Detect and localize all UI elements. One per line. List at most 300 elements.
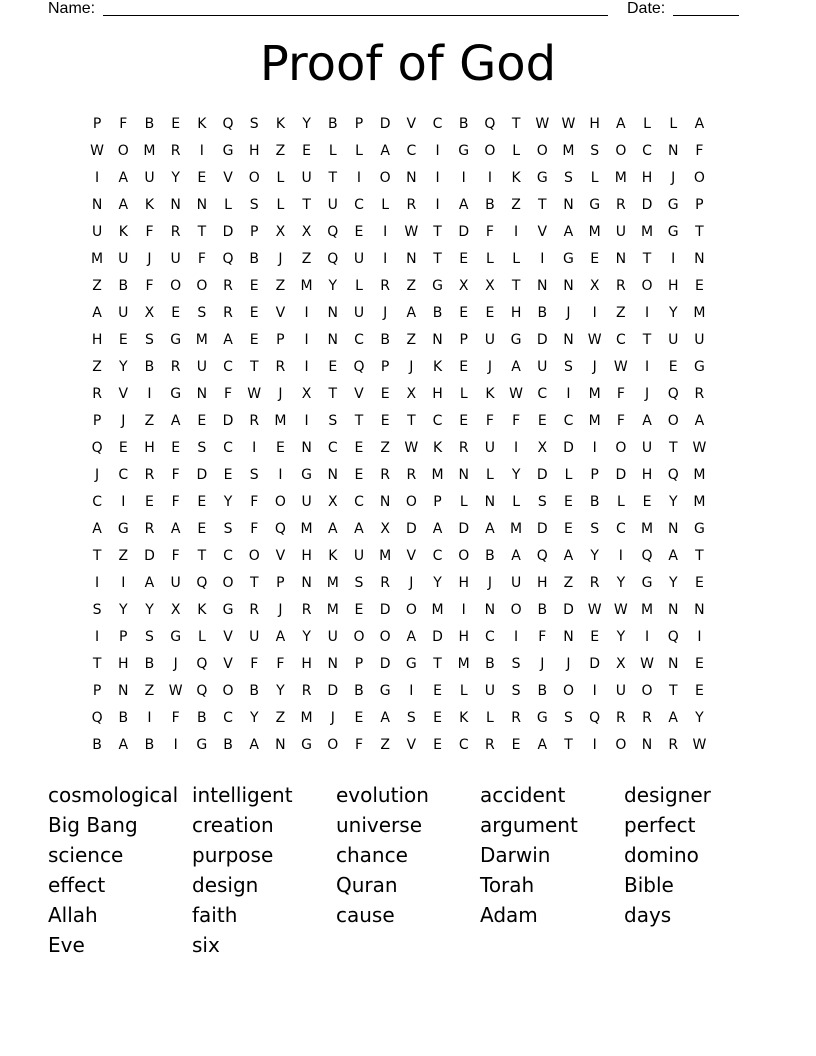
grid-letter: T [695,224,704,240]
grid-row [84,543,713,570]
grid-letter: W [587,332,602,348]
grid-letter: J [383,305,388,321]
grid-letter: E [564,494,573,510]
grid-letter: I [592,305,597,321]
grid-letter: I [304,359,309,375]
grid-letter: N [327,305,339,321]
grid-letter: P [276,575,285,591]
grid-letter: N [327,656,339,672]
grid-letter: O [353,629,365,645]
grid-letter: R [589,575,600,591]
grid-letter: J [409,359,414,375]
grid-letter: F [250,656,259,672]
grid-letter: I [487,170,492,186]
grid-letter: L [381,197,390,213]
grid-letter: E [459,359,469,375]
grid-letter: I [644,305,650,321]
grid-letter: M [195,332,208,348]
grid-letter: I [304,413,309,429]
grid-row [84,732,713,759]
grid-letter: A [275,629,286,645]
grid-row [84,516,713,543]
grid-letter: A [170,413,181,429]
grid-letter: U [641,440,653,456]
word-list-item: perfect [624,813,696,837]
grid-letter: Y [590,548,599,564]
grid-letter: D [222,224,234,240]
grid-letter: E [380,386,390,402]
grid-row [84,354,713,381]
grid-letter: D [405,521,417,537]
grid-letter: J [278,602,283,618]
grid-letter: N [118,683,129,699]
grid-letter: T [328,170,338,186]
grid-letter: B [485,197,495,213]
grid-letter: H [458,629,469,645]
grid-letter: M [640,602,654,618]
page-title: Proof of God [259,36,557,92]
grid-letter: F [171,494,180,510]
grid-letter: M [562,143,575,159]
grid-row [84,192,713,219]
grid-letter: H [641,467,653,483]
grid-letter: E [433,710,442,726]
grid-letter: F [276,656,285,672]
grid-letter: J [487,575,492,591]
grid-letter: D [458,224,470,240]
grid-letter: K [459,710,469,726]
grid-letter: S [564,359,573,375]
grid-letter: D [615,467,627,483]
grid-letter: T [249,575,259,591]
grid-row [84,624,713,651]
grid-letter: C [354,494,364,510]
grid-letter: A [118,737,129,753]
grid-letter: I [644,359,650,375]
date-label: Date: [627,0,666,17]
grid-letter: Q [641,548,653,564]
grid-letter: N [563,278,574,294]
grid-letter: W [692,737,707,753]
grid-letter: I [644,629,650,645]
grid-letter: F [616,386,625,402]
grid-letter: E [145,494,154,510]
grid-letter: G [510,332,522,348]
grid-letter: R [144,467,155,483]
grid-letter: O [641,278,653,294]
grid-letter: M [300,710,313,726]
grid-letter: T [668,440,678,456]
grid-letter: H [641,170,653,186]
grid-letter: S [197,440,207,456]
grid-letter: Y [171,170,180,186]
grid-letter: B [380,332,390,348]
grid-row [84,138,713,165]
grid-letter: N [170,197,181,213]
grid-letter: Y [302,629,311,645]
grid-letter: O [667,413,679,429]
grid-letter: N [667,602,679,618]
grid-letter: R [275,359,286,375]
grid-letter: Y [328,278,338,294]
grid-letter: S [511,656,521,672]
grid-letter: N [537,278,548,294]
grid-letter: G [589,197,601,213]
grid-letter: M [91,251,104,267]
grid-letter: L [643,116,651,132]
grid-letter: I [697,629,702,645]
grid-letter: X [485,278,495,294]
grid-letter: B [327,116,338,132]
grid-letter: B [354,683,364,699]
grid-letter: C [485,629,495,645]
grid-letter: A [380,710,390,726]
grid-letter: K [485,386,495,402]
grid-letter: I [147,386,152,402]
grid-letter: E [328,359,338,375]
grid-letter: Q [196,656,208,672]
grid-letter: B [197,710,207,726]
word-list-item: accident [480,783,566,807]
grid-letter: R [301,683,312,699]
grid-letter: V [354,386,364,402]
grid-row [84,597,713,624]
grid-letter: T [197,548,207,564]
grid-letter: P [459,332,468,348]
grid-letter: T [511,116,521,132]
grid-letter: Z [616,305,626,321]
grid-letter: L [197,629,206,645]
grid-letter: U [353,305,365,321]
grid-letter: D [379,116,391,132]
grid-letter: R [92,386,102,402]
grid-letter: M [326,602,339,618]
grid-letter: M [693,494,706,510]
grid-letter: U [249,629,260,645]
grid-letter: O [405,602,417,618]
grid-letter: A [563,548,574,564]
grid-letter: I [618,548,623,564]
grid-letter: Y [145,602,154,618]
grid-letter: K [118,224,128,240]
grid-letter: Z [301,251,312,267]
grid-letter: Z [275,278,286,294]
word-list-item: Torah [480,873,535,897]
grid-letter: K [511,170,521,186]
grid-letter: I [95,629,100,645]
grid-letter: E [354,602,364,618]
grid-letter: C [432,413,443,429]
grid-row [84,381,713,408]
grid-letter: U [91,224,103,240]
grid-letter: O [536,143,548,159]
grid-letter: L [512,251,520,267]
grid-letter: B [144,737,155,753]
grid-letter: B [144,116,155,132]
grid-letter: R [223,278,233,294]
grid-letter: X [327,494,338,510]
grid-letter: X [275,224,286,240]
grid-letter: J [566,305,571,321]
grid-letter: N [563,197,574,213]
grid-letter: F [119,116,128,132]
grid-letter: M [143,143,156,159]
word-list-item: design [192,873,259,897]
grid-letter: A [432,521,443,537]
grid-letter: A [380,143,390,159]
grid-letter: D [641,197,653,213]
grid-letter: U [537,359,548,375]
grid-letter: H [118,656,129,672]
grid-letter: R [458,440,469,456]
grid-letter: B [537,602,548,618]
grid-letter: E [564,521,573,537]
grid-row [84,705,713,732]
grid-letter: G [405,656,417,672]
grid-letter: E [590,251,600,267]
grid-letter: T [302,197,311,213]
grid-letter: R [615,710,626,726]
grid-letter: Y [276,683,285,699]
grid-letter: Q [353,359,365,375]
word-list-item: Bible [624,873,674,897]
grid-letter: W [613,602,628,618]
grid-letter: P [92,116,102,132]
grid-letter: N [301,575,312,591]
grid-letter: A [170,521,181,537]
grid-letter: U [118,251,129,267]
word-list-item: Darwin [480,843,551,867]
date-field[interactable] [673,0,739,16]
grid-letter: A [458,197,469,213]
grid-letter: J [540,656,545,672]
grid-letter: D [144,548,155,564]
grid-letter: D [432,629,443,645]
grid-letter: M [693,305,706,321]
grid-letter: I [121,494,126,510]
grid-letter: W [247,386,262,402]
grid-letter: P [695,197,704,213]
grid-letter: M [640,521,654,537]
grid-letter: R [668,737,679,753]
grid-letter: V [275,305,286,321]
grid-letter: J [330,710,335,726]
grid-row [84,165,713,192]
grid-letter: G [693,521,705,537]
grid-letter: P [354,656,364,672]
grid-letter: E [171,116,181,132]
grid-letter: R [170,224,181,240]
grid-letter: Z [144,683,155,699]
grid-letter: P [433,494,442,510]
grid-letter: J [121,413,126,429]
grid-letter: C [223,548,233,564]
grid-letter: R [170,359,181,375]
grid-letter: N [667,521,679,537]
grid-letter: W [404,440,419,456]
grid-letter: E [302,143,312,159]
grid-letter: W [404,224,419,240]
grid-letter: E [694,575,704,591]
grid-letter: Q [91,440,103,456]
grid-letter: Q [667,467,679,483]
grid-row [84,111,713,138]
name-label: Name: [48,0,96,17]
grid-letter: O [274,494,286,510]
grid-letter: C [92,494,102,510]
grid-letter: G [458,143,470,159]
grid-letter: L [512,143,520,159]
grid-letter: L [616,494,625,510]
word-list-item: purpose [192,843,274,867]
grid-letter: I [435,197,440,213]
grid-letter: B [485,548,495,564]
grid-letter: S [145,629,154,645]
grid-letter: O [327,737,339,753]
grid-letter: R [380,575,391,591]
grid-letter: Y [119,602,128,618]
grid-letter: C [327,440,338,456]
grid-letter: M [640,224,654,240]
grid-letter: W [90,143,105,159]
grid-row [84,246,713,273]
grid-letter: B [118,278,129,294]
grid-letter: B [458,116,469,132]
grid-letter: R [511,710,521,726]
grid-letter: A [537,737,548,753]
grid-letter: P [380,359,390,375]
grid-letter: D [536,332,548,348]
grid-letter: R [380,467,391,483]
grid-letter: N [484,494,496,510]
grid-letter: J [671,170,676,186]
grid-letter: U [327,629,338,645]
grid-letter: E [197,170,207,186]
grid-letter: Q [196,575,208,591]
grid-letter: S [511,683,521,699]
grid-letter: O [248,170,260,186]
grid-letter: N [458,467,469,483]
grid-letter: U [615,683,626,699]
grid-letter: C [406,143,417,159]
grid-letter: G [667,197,679,213]
grid-letter: E [459,251,469,267]
grid-letter: I [671,251,676,267]
grid-letter: F [250,494,259,510]
grid-letter: G [170,386,182,402]
grid-letter: S [145,332,154,348]
grid-letter: N [196,386,208,402]
grid-letter: Y [223,494,233,510]
grid-letter: J [644,386,650,402]
grid-letter: I [95,170,100,186]
grid-letter: G [222,143,234,159]
grid-letter: E [223,467,233,483]
grid-letter: Q [589,710,601,726]
grid-letter: N [667,656,679,672]
word-list-item: argument [480,813,578,837]
word-list-item: faith [192,903,238,927]
grid-letter: X [616,656,626,672]
grid-letter: W [509,386,524,402]
grid-row [84,408,713,435]
grid-letter: Z [92,278,102,294]
grid-letter: N [563,629,574,645]
grid-letter: Q [484,116,496,132]
grid-letter: P [92,683,102,699]
grid-letter: B [249,683,260,699]
grid-letter: S [406,710,416,726]
grid-letter: I [435,143,440,159]
grid-letter: C [223,710,233,726]
grid-letter: X [380,521,390,537]
grid-letter: I [435,170,440,186]
grid-letter: F [171,467,180,483]
grid-letter: Y [668,494,678,510]
grid-letter: N [432,332,443,348]
grid-letter: X [537,440,548,456]
grid-letter: D [536,521,548,537]
grid-letter: A [406,305,417,321]
grid-letter: N [301,440,312,456]
grid-letter: I [147,710,152,726]
grid-letter: U [353,548,365,564]
grid-letter: J [566,656,571,672]
grid-letter: T [407,413,416,429]
grid-letter: O [615,737,627,753]
grid-letter: M [693,467,706,483]
grid-letter: R [694,386,705,402]
grid-letter: S [328,413,338,429]
grid-row [84,678,713,705]
grid-letter: N [563,332,574,348]
grid-letter: T [433,656,442,672]
grid-letter: I [461,170,466,186]
grid-letter: K [197,602,207,618]
grid-letter: H [589,116,600,132]
word-bank [48,780,768,960]
name-field[interactable] [103,0,608,16]
grid-letter: S [537,494,547,510]
grid-letter: T [92,656,102,672]
grid-letter: W [692,440,707,456]
grid-letter: J [95,467,100,483]
grid-letter: Z [118,548,129,564]
grid-letter: U [668,332,679,348]
grid-letter: A [406,629,417,645]
grid-letter: M [300,278,313,294]
grid-letter: K [275,116,285,132]
grid-letter: U [327,197,338,213]
grid-letter: D [196,467,208,483]
grid-row [84,219,713,246]
grid-letter: U [353,251,365,267]
grid-letter: D [536,467,548,483]
word-list-item: domino [624,843,699,867]
word-list-item: cause [336,903,395,927]
word-list-item: intelligent [192,783,293,807]
grid-letter: T [668,683,678,699]
grid-letter: C [615,521,626,537]
grid-letter: N [406,170,417,186]
grid-row [84,489,713,516]
grid-letter: V [223,656,233,672]
grid-letter: F [485,224,494,240]
grid-letter: F [145,278,154,294]
grid-letter: E [354,710,364,726]
grid-letter: R [406,197,417,213]
grid-row [84,435,713,462]
